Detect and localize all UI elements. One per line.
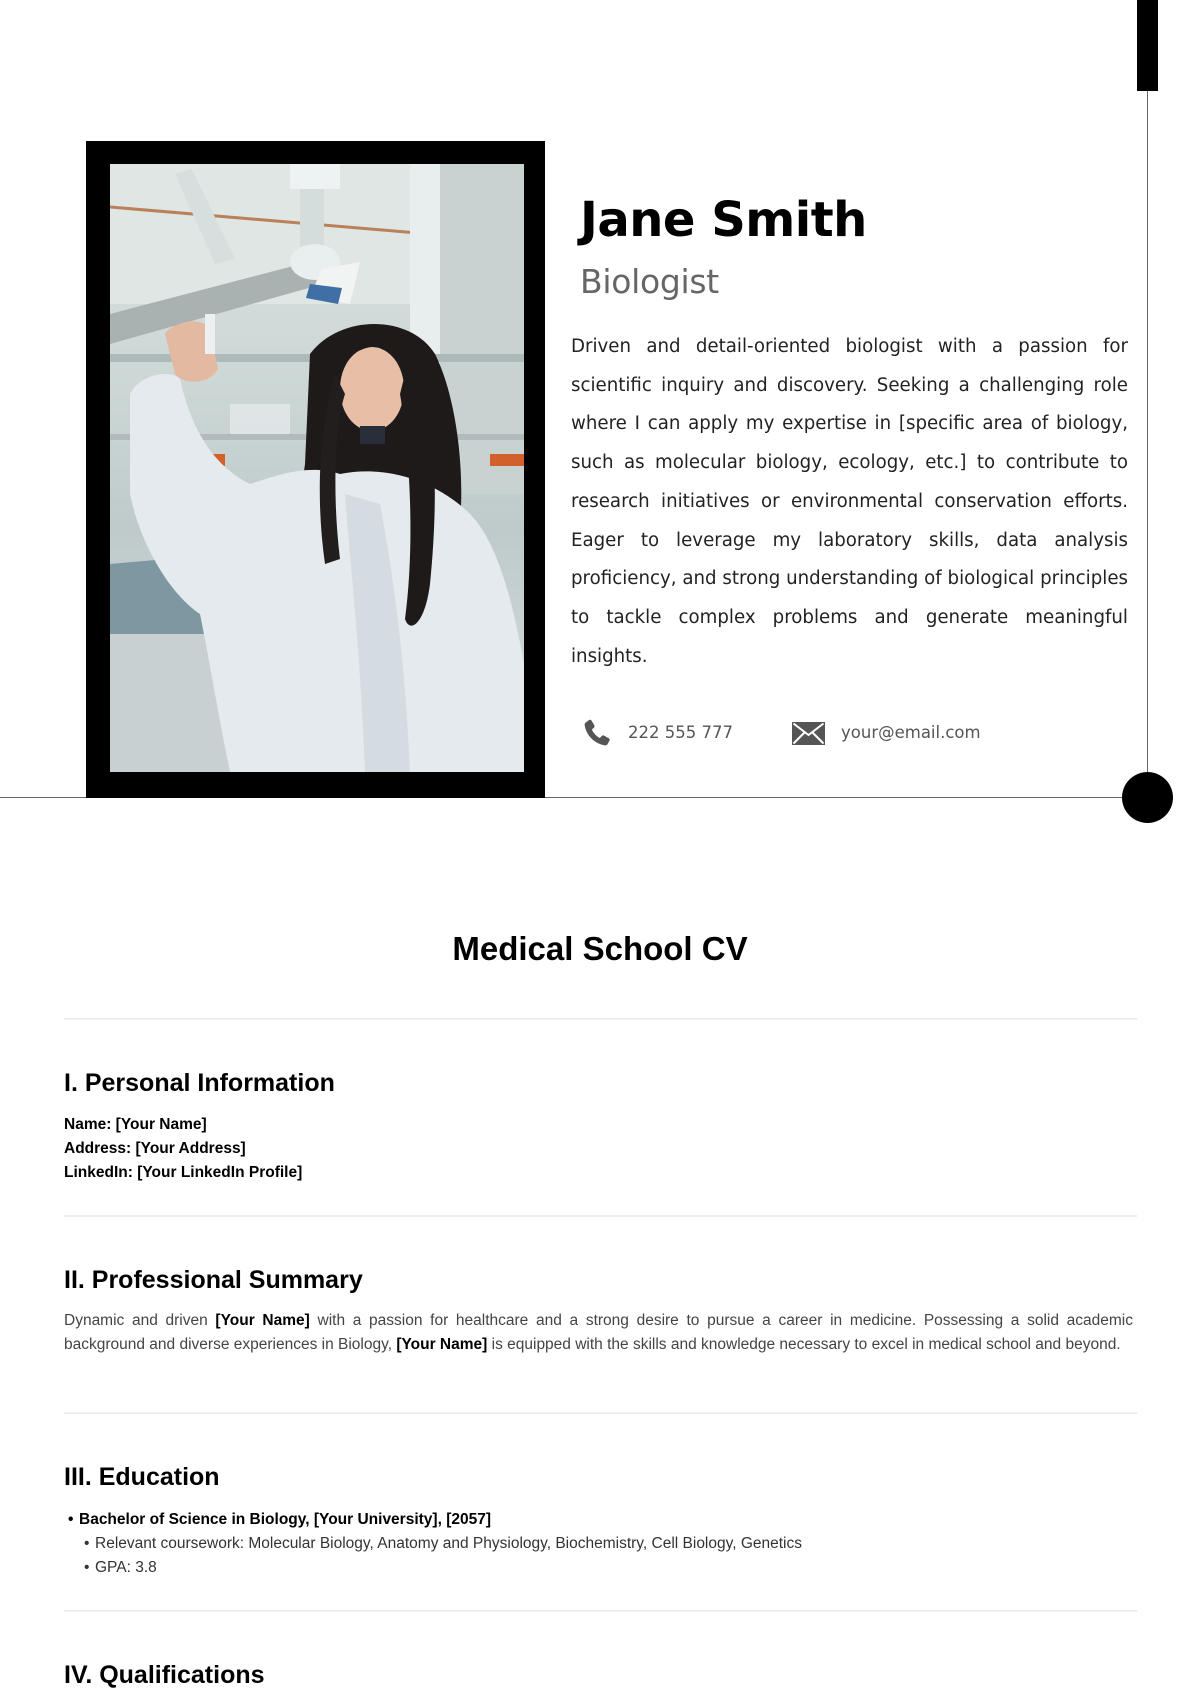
education-coursework [84,1532,802,1556]
section-heading-qualifications: IV. Qualifications [64,1661,265,1689]
decorative-circle [1122,772,1173,823]
info-address: Address: [Your Address] [64,1140,246,1157]
education-degree [68,1508,491,1532]
summary-text: is equipped with the skills and knowledge necessary to excel in medical school and beyond. [487,1336,1121,1353]
section-heading-education: III. Education [64,1463,220,1491]
education-gpa [84,1556,157,1580]
bullet-icon: • [68,1511,74,1528]
profile-photo-frame [86,141,545,798]
hero-name: Jane Smith [580,192,867,248]
document-title: Medical School CV [452,930,748,967]
section-divider [64,1412,1137,1414]
coursework-text: Relevant coursework: Molecular Biology, Anatomy and Physiology, Biochemistry, Cell Biology, Genetics [95,1535,802,1552]
profile-photo [110,164,524,772]
professional-summary-text [64,1309,1133,1357]
info-name: Name: [Your Name] [64,1116,207,1133]
section-heading-professional-summary: II. Professional Summary [64,1266,363,1294]
summary-text: with a passion for healthcare and a strong desire to pursue a career in medicine. Possessing a solid academic background and diverse experiences in Biology, [64,1312,1133,1353]
section-divider [64,1610,1137,1612]
bullet-icon: • [84,1559,90,1576]
degree-text: Bachelor of Science in Biology, [Your University], [2057] [79,1511,491,1528]
decorative-vertical-line [1147,91,1148,797]
summary-name-placeholder: [Your Name] [396,1336,488,1353]
hero-bio: Driven and detail-oriented biologist with a passion for scientific inquiry and discovery. Seeking a challenging role where I can apply my expertise in [specific area of biology, such as molecular biology, ecology, etc.] to contribute to research initiatives or environmental conservation efforts. Eager to leverage my laboratory skills, data analysis proficiency, and strong understanding of biological principles to tackle complex problems and generate meaningful insights. [571,336,1128,667]
info-linkedin: LinkedIn: [Your LinkedIn Profile] [64,1164,303,1181]
envelope-icon [792,722,825,745]
gpa-text: GPA: 3.8 [95,1559,157,1576]
summary-name-placeholder: [Your Name] [215,1312,310,1329]
bullet-icon: • [84,1535,90,1552]
hero-role: Biologist [580,262,719,301]
summary-text: Dynamic and driven [64,1312,216,1329]
decorative-top-bar [1137,0,1158,91]
section-divider [64,1018,1137,1020]
section-heading-personal-information: I. Personal Information [64,1069,335,1097]
section-divider [64,1215,1137,1217]
phone-number[interactable]: 222 555 777 [628,723,733,742]
email-address[interactable]: your@email.com [841,723,981,742]
phone-icon [580,717,613,750]
